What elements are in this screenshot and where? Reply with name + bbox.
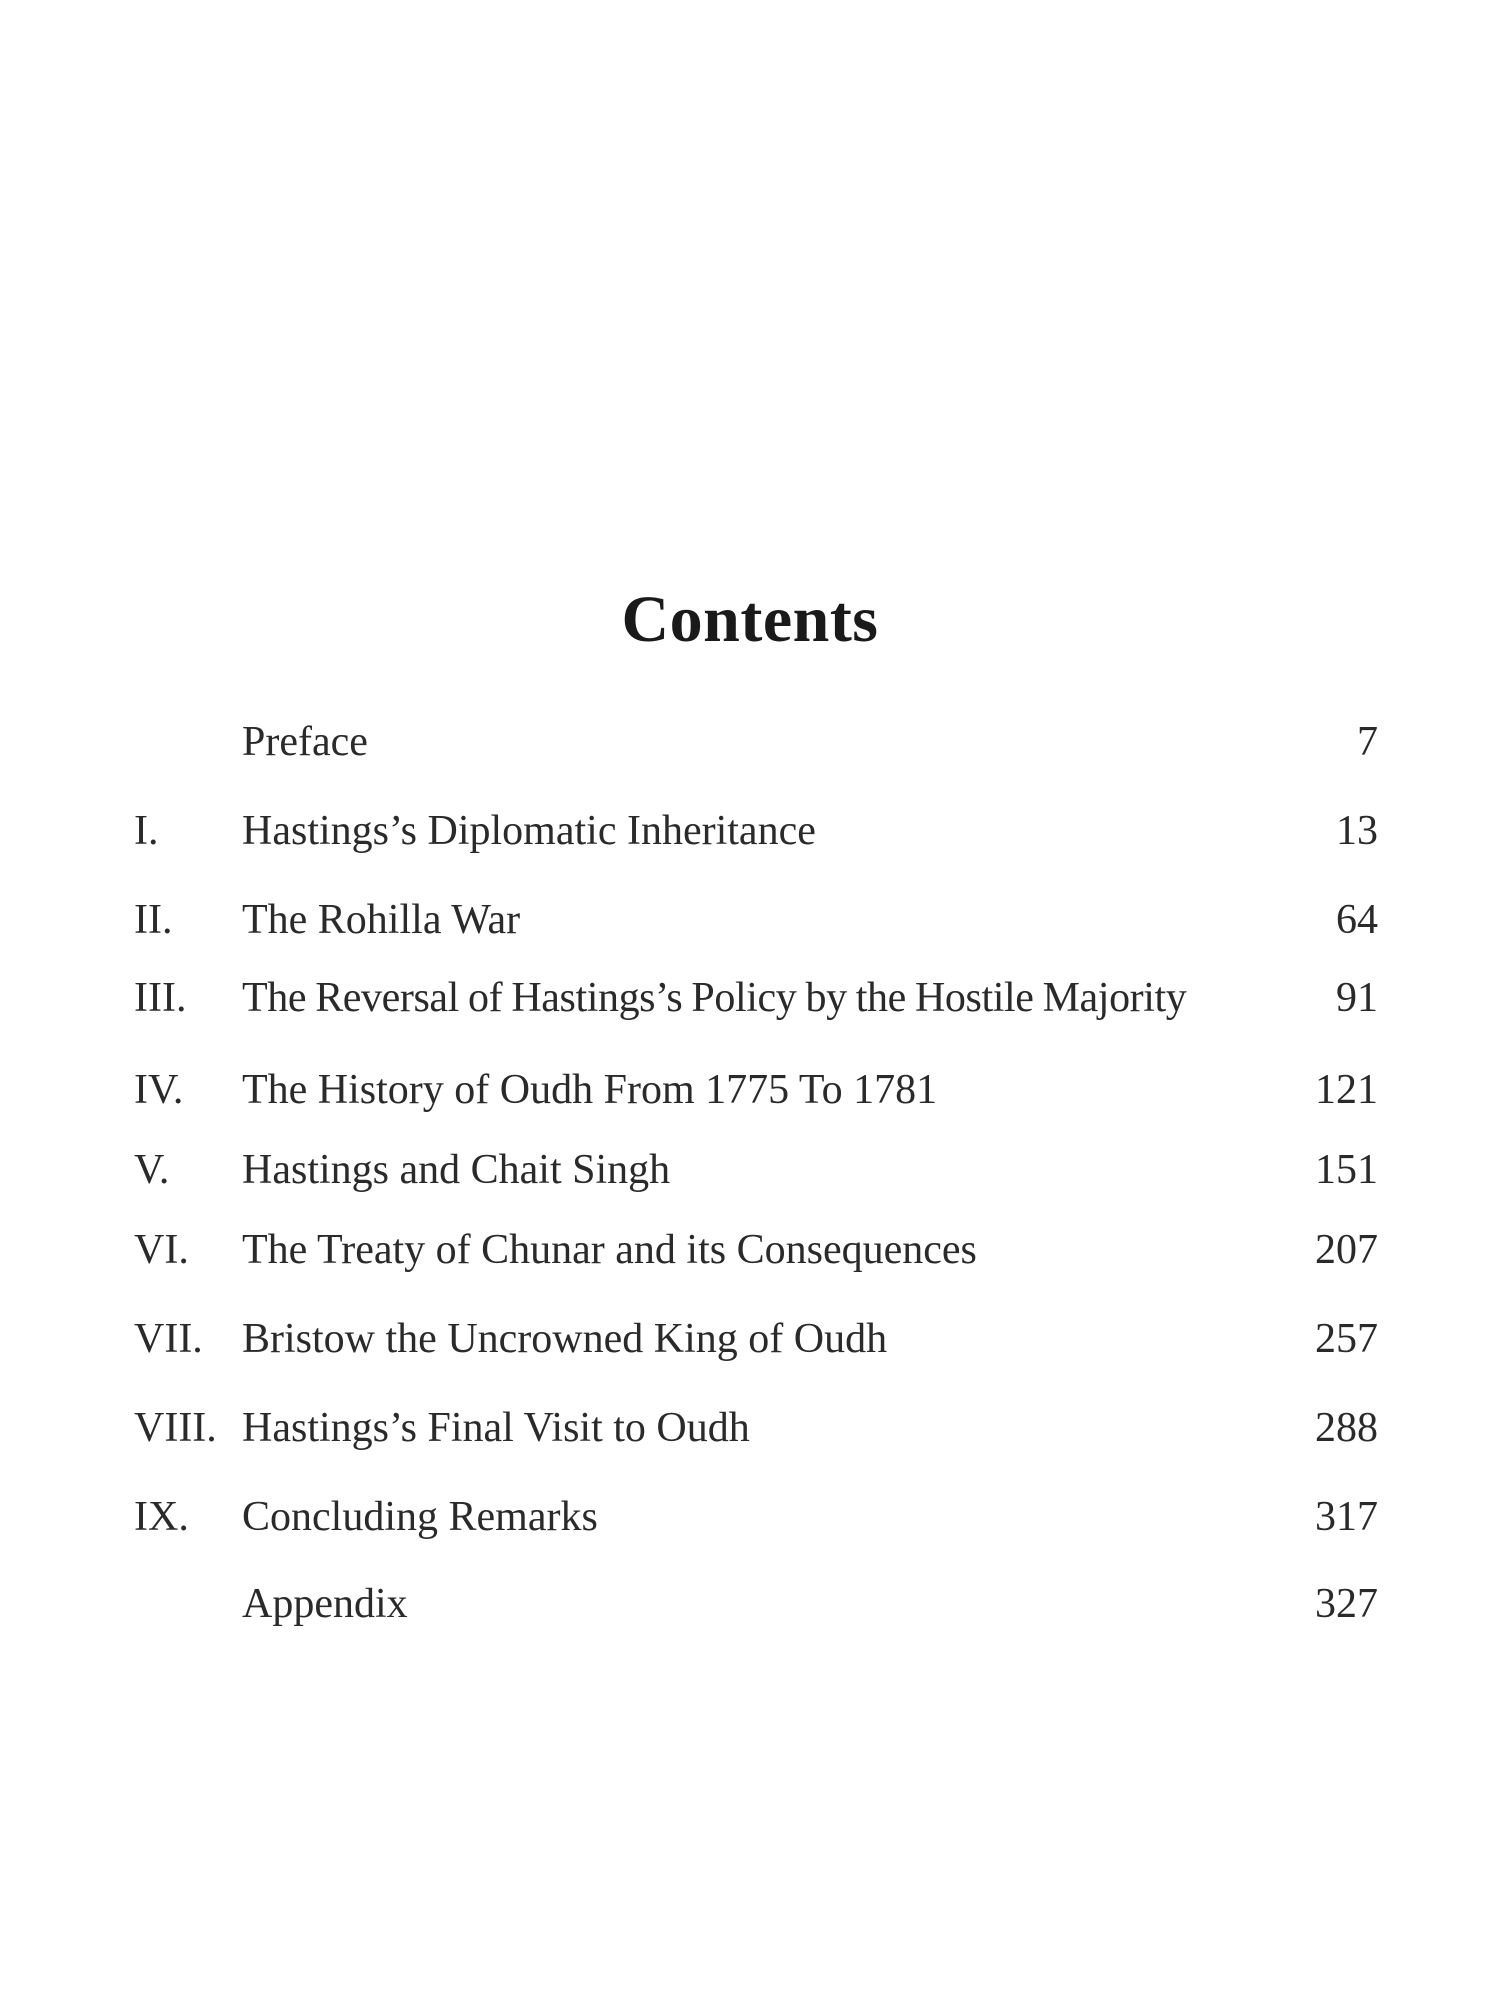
toc-entry-title: Preface [242,719,368,765]
toc-entry-chapter-8 [134,1400,1378,1456]
toc-entry-chapter-4 [134,1062,1378,1118]
toc-entry-chapter-3 [134,970,1378,1026]
toc-entry-title: Appendix [242,1581,408,1627]
toc-entry-chapter-7 [134,1311,1378,1367]
toc-entry-number: IV. [134,1067,184,1113]
toc-entry-page: 288 [1315,1405,1378,1451]
page-title: Contents [621,583,879,656]
toc-entry-number: V. [134,1147,170,1193]
toc-entry-page: 13 [1336,808,1378,854]
toc-entry-number: VII. [134,1316,203,1362]
toc-entry-title: Hastings and Chait Singh [242,1147,671,1193]
toc-entry-number: I. [134,808,159,854]
toc-entry-number: II. [134,897,173,943]
toc-entry-title: The Reversal of Hastings’s Policy by the Hostile Majority [242,975,1187,1021]
toc-entry-title: Bristow the Uncrowned King of Oudh [242,1316,888,1362]
toc-entry-page: 207 [1315,1227,1378,1273]
toc-entry-preface [134,714,1378,770]
toc-entry-chapter-2 [134,892,1378,948]
toc-entry-title: Hastings’s Final Visit to Oudh [242,1405,750,1451]
toc-entry-page: 91 [1336,975,1378,1021]
toc-entry-title: Hastings’s Diplomatic Inheritance [242,808,816,854]
toc-entry-page: 327 [1315,1581,1378,1627]
toc-entry-chapter-5 [134,1142,1378,1198]
toc-entry-title: Concluding Remarks [242,1494,598,1540]
toc-entry-number: VI. [134,1227,189,1273]
toc-entry-chapter-9 [134,1489,1378,1545]
toc-entry-number: III. [134,975,187,1021]
toc-entry-page: 317 [1315,1494,1378,1540]
toc-entry-chapter-1 [134,803,1378,859]
toc-entry-title: The History of Oudh From 1775 To 1781 [242,1067,938,1113]
toc-entry-page: 121 [1315,1067,1378,1113]
toc-entry-title: The Treaty of Chunar and its Consequences [242,1227,977,1273]
toc-entry-chapter-6 [134,1222,1378,1278]
toc-entry-title: The Rohilla War [242,897,521,943]
toc-entry-page: 257 [1315,1316,1378,1362]
toc-entry-appendix [134,1576,1378,1632]
toc-entry-page: 64 [1336,897,1378,943]
toc-entry-number: VIII. [134,1405,217,1451]
table-of-contents [134,0,1378,2000]
toc-entry-page: 151 [1315,1147,1378,1193]
toc-entry-page: 7 [1357,719,1378,765]
toc-entry-number: IX. [134,1494,189,1540]
